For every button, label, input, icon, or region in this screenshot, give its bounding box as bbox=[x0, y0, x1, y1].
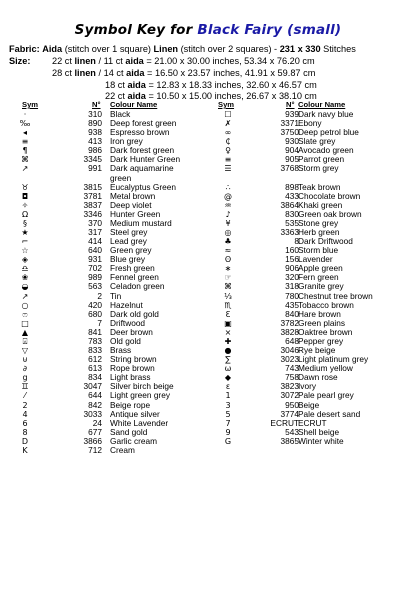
thread-number: 535 bbox=[285, 217, 299, 228]
thread-number: 3866 bbox=[83, 435, 102, 446]
thread-number: 931 bbox=[88, 254, 102, 265]
symbol-row bbox=[0, 201, 208, 210]
thread-number: 318 bbox=[285, 281, 299, 292]
fabric-linen-note: (stitch over 2 squares) - bbox=[180, 44, 278, 54]
symbol-glyph: ⌘ bbox=[224, 282, 232, 292]
colour-name: Antique silver bbox=[110, 408, 160, 419]
colour-name: Chestnut tree brown bbox=[298, 290, 373, 301]
symbol-glyph: ∂ bbox=[22, 364, 28, 374]
symbol-glyph: ↗ bbox=[21, 291, 29, 301]
size-count: 18 ct bbox=[105, 80, 125, 90]
symbol-row bbox=[0, 292, 208, 301]
colour-name: Pale desert sand bbox=[298, 408, 361, 419]
symbol-glyph: ω bbox=[224, 364, 232, 374]
symbol-glyph: g bbox=[22, 373, 28, 383]
size-count: 22 ct bbox=[52, 56, 72, 66]
size-line bbox=[52, 56, 315, 67]
symbol-row bbox=[0, 355, 208, 364]
colour-name: Dark aquamarine bbox=[110, 163, 174, 174]
symbol-row bbox=[0, 246, 208, 255]
thread-number: 833 bbox=[88, 345, 102, 356]
colour-name: Deep forest green bbox=[110, 118, 177, 129]
thread-number: 3023 bbox=[280, 354, 299, 365]
symbol-glyph: ✧ bbox=[21, 200, 29, 210]
colour-name: Hazelnut bbox=[110, 299, 143, 310]
symbol-glyph: 6 bbox=[22, 418, 28, 428]
symbol-glyph: ♪ bbox=[225, 209, 231, 219]
thread-number: 991 bbox=[88, 163, 102, 174]
right-colour-header: Colour Name bbox=[298, 100, 346, 109]
size-count2: / 11 ct bbox=[98, 56, 123, 66]
thread-number: 3072 bbox=[280, 390, 299, 401]
thread-number: 743 bbox=[285, 363, 299, 374]
symbol-row bbox=[0, 273, 208, 282]
thread-number: 3046 bbox=[280, 345, 299, 356]
colour-name: Celadon green bbox=[110, 281, 165, 292]
symbol-glyph: 3 bbox=[225, 400, 231, 410]
colour-name: Dark old gold bbox=[110, 308, 159, 319]
colour-name: Rye beige bbox=[298, 345, 336, 356]
thread-number: 842 bbox=[88, 399, 102, 410]
colour-name: Iron grey bbox=[110, 136, 143, 147]
colour-name: Chocolate brown bbox=[298, 190, 361, 201]
colour-name: Parrot green bbox=[298, 154, 345, 165]
symbol-glyph: ◘ bbox=[21, 191, 29, 201]
symbol-row bbox=[0, 155, 208, 164]
colour-name: Dark Hunter Green bbox=[110, 154, 181, 165]
size-count2: / 14 ct bbox=[98, 68, 124, 78]
thread-number: 3828 bbox=[280, 326, 299, 337]
colour-name: Metal brown bbox=[110, 190, 156, 201]
thread-number: 783 bbox=[88, 335, 102, 346]
thread-number: 712 bbox=[88, 444, 102, 455]
symbol-row bbox=[0, 264, 208, 273]
symbol-row bbox=[0, 446, 208, 455]
colour-name: green bbox=[110, 172, 132, 183]
symbol-row bbox=[0, 237, 208, 246]
symbol-glyph: ♉ bbox=[21, 182, 29, 192]
size-count: 28 ct bbox=[52, 68, 72, 78]
thread-number: 905 bbox=[285, 154, 299, 165]
colour-name: Tobacco brown bbox=[298, 299, 354, 310]
colour-name: Dark Driftwood bbox=[298, 236, 353, 247]
symbol-glyph: ‰ bbox=[19, 119, 31, 129]
thread-number: 7 bbox=[97, 317, 102, 328]
symbol-row bbox=[0, 210, 208, 219]
thread-number: 930 bbox=[285, 136, 299, 147]
symbol-row bbox=[0, 419, 208, 428]
symbol-row bbox=[0, 328, 208, 337]
colour-name: Steel grey bbox=[110, 227, 148, 238]
colour-name: White Lavender bbox=[110, 417, 169, 428]
colour-name: Medium yellow bbox=[298, 363, 353, 374]
fabric-linen: Linen bbox=[153, 44, 179, 54]
thread-number: 830 bbox=[285, 208, 299, 219]
symbol-glyph: · bbox=[23, 110, 27, 119]
thread-number: 3768 bbox=[280, 163, 299, 174]
thread-number: 24 bbox=[92, 417, 102, 428]
colour-name: Dark navy blue bbox=[298, 109, 354, 119]
thread-number: 3345 bbox=[83, 154, 102, 165]
symbol-row bbox=[0, 428, 208, 437]
symbol-row bbox=[0, 219, 208, 228]
thread-number: 3781 bbox=[83, 190, 102, 201]
symbol-glyph: ≈ bbox=[224, 246, 232, 256]
symbol-row bbox=[0, 382, 208, 391]
symbol-row bbox=[0, 337, 208, 346]
size-dims: = 16.50 x 23.57 inches, 41.91 x 59.87 cm bbox=[147, 68, 316, 78]
size-line bbox=[105, 80, 317, 91]
symbol-glyph: ▲ bbox=[21, 327, 29, 337]
right-no-header: N° bbox=[286, 100, 295, 109]
thread-number: ECRUT bbox=[270, 417, 299, 428]
symbol-glyph: ☐ bbox=[224, 110, 232, 119]
colour-name: Deep petrol blue bbox=[298, 127, 359, 138]
colour-name: Sand gold bbox=[110, 426, 148, 437]
colour-name: Ivory bbox=[298, 381, 316, 392]
symbol-glyph: 1 bbox=[225, 391, 231, 401]
colour-name: Lead grey bbox=[110, 236, 147, 247]
colour-name: Khaki green bbox=[298, 199, 343, 210]
thread-number: 370 bbox=[88, 217, 102, 228]
colour-name: Deep violet bbox=[110, 199, 152, 210]
symbol-glyph: ⌘ bbox=[21, 155, 29, 165]
colour-name: Pale pearl grey bbox=[298, 390, 354, 401]
thread-number: 3047 bbox=[83, 381, 102, 392]
thread-number: 8 bbox=[294, 236, 299, 247]
symbol-glyph: ♀ bbox=[225, 146, 231, 156]
thread-number: 3782 bbox=[280, 317, 299, 328]
colour-name: Fennel green bbox=[110, 272, 159, 283]
symbol-glyph: ☆ bbox=[21, 246, 29, 256]
size-fabric2: aida bbox=[126, 68, 145, 78]
thread-number: 758 bbox=[285, 372, 299, 383]
colour-name: Light green grey bbox=[110, 390, 170, 401]
symbol-glyph: ⌐ bbox=[21, 237, 29, 247]
symbol-row bbox=[0, 401, 208, 410]
thread-number: 3750 bbox=[280, 127, 299, 138]
colour-name: Fresh green bbox=[110, 263, 155, 274]
symbol-glyph: ¶ bbox=[22, 146, 28, 156]
thread-number: 3363 bbox=[280, 227, 299, 238]
symbol-glyph: 9 bbox=[225, 427, 231, 437]
colour-name: Teak brown bbox=[298, 181, 341, 192]
symbol-row bbox=[0, 364, 208, 373]
thread-number: 938 bbox=[88, 127, 102, 138]
colour-name: Shell beige bbox=[298, 426, 340, 437]
title-emphasis: Black Fairy (small) bbox=[197, 22, 342, 38]
symbol-row bbox=[0, 346, 208, 355]
colour-name: Silver birch beige bbox=[110, 381, 174, 392]
colour-name: Green grey bbox=[110, 245, 152, 256]
thread-number: 702 bbox=[88, 263, 102, 274]
symbol-glyph: ☰ bbox=[224, 164, 232, 174]
size-line bbox=[52, 68, 315, 79]
thread-number: 320 bbox=[285, 272, 299, 283]
colour-name: Lavender bbox=[298, 254, 333, 265]
colour-name: Espresso brown bbox=[110, 127, 170, 138]
symbol-row bbox=[0, 164, 208, 173]
left-colour-header: Colour Name bbox=[110, 100, 158, 109]
thread-number: 834 bbox=[88, 372, 102, 383]
colour-name: Winter white bbox=[298, 435, 344, 446]
symbol-glyph: 5 bbox=[225, 409, 231, 419]
colour-name: Light platinum grey bbox=[298, 354, 369, 365]
symbol-glyph: 8 bbox=[22, 427, 28, 437]
thread-number: 890 bbox=[88, 118, 102, 129]
colour-name: Rope brown bbox=[110, 363, 155, 374]
symbol-glyph: ✚ bbox=[224, 336, 232, 346]
symbol-glyph: ∞ bbox=[224, 128, 232, 138]
size-dims: = 21.00 x 30.00 inches, 53.34 x 76.20 cm bbox=[146, 56, 315, 66]
colour-name: Old gold bbox=[110, 335, 141, 346]
thread-number: 310 bbox=[88, 109, 102, 119]
symbol-glyph: D bbox=[21, 436, 29, 446]
symbol-glyph: ¥ bbox=[225, 218, 231, 228]
symbol-glyph: ⨯ bbox=[224, 327, 232, 337]
colour-name: Garlic cream bbox=[110, 435, 158, 446]
left-sym-header: Sym bbox=[22, 100, 39, 109]
symbol-glyph: ▣ bbox=[224, 318, 232, 328]
size-fabric: aida bbox=[127, 91, 146, 101]
symbol-row bbox=[0, 373, 208, 382]
symbol-glyph: ↗ bbox=[21, 164, 29, 174]
thread-number: 640 bbox=[88, 245, 102, 256]
thread-number: 3346 bbox=[83, 208, 102, 219]
colour-name: Medium mustard bbox=[110, 217, 172, 228]
symbol-glyph: ● bbox=[224, 346, 232, 356]
symbol-glyph: ❀ bbox=[21, 273, 29, 283]
colour-name: Blue grey bbox=[110, 254, 146, 265]
colour-name: ECRUT bbox=[298, 417, 327, 428]
size-fabric: linen bbox=[74, 68, 96, 78]
colour-name: Green plains bbox=[298, 317, 346, 328]
thread-number: 414 bbox=[88, 236, 102, 247]
symbol-glyph: ♣ bbox=[224, 237, 232, 247]
symbol-glyph: ⅓ bbox=[224, 291, 232, 301]
symbol-row bbox=[0, 119, 208, 128]
symbol-row bbox=[0, 137, 208, 146]
symbol-glyph: ◂ bbox=[22, 128, 27, 138]
left-no-header: N° bbox=[92, 100, 101, 109]
symbol-glyph: ∴ bbox=[225, 182, 231, 192]
symbol-glyph: ∗ bbox=[224, 264, 232, 274]
thread-number: 3371 bbox=[280, 118, 299, 129]
colour-name: Oaktree brown bbox=[298, 326, 353, 337]
thread-number: 904 bbox=[285, 145, 299, 156]
colour-name: Light brass bbox=[110, 372, 151, 383]
thread-number: 3823 bbox=[280, 381, 299, 392]
thread-number: 3774 bbox=[280, 408, 299, 419]
thread-number: 841 bbox=[88, 326, 102, 337]
colour-name: Black bbox=[110, 109, 131, 119]
thread-number: 3815 bbox=[83, 181, 102, 192]
thread-number: 563 bbox=[88, 281, 102, 292]
symbol-glyph: ʘ bbox=[224, 255, 232, 265]
fabric-label: Fabric: bbox=[9, 44, 40, 54]
thread-number: 420 bbox=[88, 299, 102, 310]
thread-number: 156 bbox=[285, 254, 299, 265]
thread-number: 939 bbox=[285, 109, 299, 119]
colour-name: Deer brown bbox=[110, 326, 153, 337]
thread-number: 840 bbox=[285, 308, 299, 319]
symbol-glyph: 2 bbox=[22, 400, 28, 410]
title-prefix: Symbol Key for bbox=[74, 22, 198, 38]
symbol-glyph: ◈ bbox=[21, 255, 29, 265]
thread-number: 543 bbox=[285, 426, 299, 437]
symbol-row bbox=[0, 301, 208, 310]
symbol-row bbox=[0, 437, 208, 446]
colour-name: Eucalyptus Green bbox=[110, 181, 176, 192]
colour-name: Dawn rose bbox=[298, 372, 338, 383]
symbol-glyph: ♎ bbox=[21, 264, 29, 274]
symbol-row bbox=[0, 410, 208, 419]
thread-number: 613 bbox=[88, 363, 102, 374]
thread-number: 435 bbox=[285, 299, 299, 310]
thread-number: 898 bbox=[285, 181, 299, 192]
symbol-glyph: § bbox=[23, 218, 27, 228]
symbol-row bbox=[0, 310, 208, 319]
symbol-glyph: ♏ bbox=[224, 300, 232, 310]
symbol-glyph: ⁄ bbox=[24, 391, 26, 401]
colour-name: Pepper grey bbox=[298, 335, 344, 346]
symbol-glyph: ◎ bbox=[224, 228, 232, 238]
symbol-glyph: ♊ bbox=[21, 382, 29, 392]
thread-number: 644 bbox=[88, 390, 102, 401]
colour-name: Storm blue bbox=[298, 245, 339, 256]
right-sym-header: Sym bbox=[218, 100, 235, 109]
symbol-glyph: Ω bbox=[21, 209, 29, 219]
thread-number: 160 bbox=[285, 245, 299, 256]
colour-name: Herb green bbox=[298, 227, 340, 238]
thread-number: 648 bbox=[285, 335, 299, 346]
symbol-glyph: ₵ bbox=[225, 137, 231, 147]
fabric-aida: Aida bbox=[42, 44, 63, 54]
symbol-glyph: ɛ bbox=[225, 382, 231, 392]
symbol-glyph: ∑ bbox=[225, 355, 231, 365]
size-fabric2: aida bbox=[125, 56, 144, 66]
symbol-glyph: □ bbox=[21, 318, 29, 328]
thread-number: 3865 bbox=[280, 435, 299, 446]
colour-name: Ebony bbox=[298, 118, 322, 129]
size-fabric: aida bbox=[127, 80, 146, 90]
symbol-glyph: ▽ bbox=[21, 346, 29, 356]
symbol-row bbox=[208, 164, 416, 173]
size-label: Size: bbox=[9, 56, 31, 66]
symbol-row bbox=[0, 110, 208, 119]
symbol-glyph: ☞ bbox=[224, 273, 232, 283]
colour-name: String brown bbox=[110, 354, 157, 365]
symbol-glyph: K bbox=[22, 445, 28, 455]
symbol-row bbox=[0, 183, 208, 192]
size-dims: = 12.83 x 18.33 inches, 32.60 x 46.57 cm bbox=[148, 80, 317, 90]
thread-number: 2 bbox=[97, 290, 102, 301]
colour-name: Driftwood bbox=[110, 317, 146, 328]
colour-name: Granite grey bbox=[298, 281, 344, 292]
thread-number: 413 bbox=[88, 136, 102, 147]
symbol-glyph: ≡ bbox=[21, 137, 29, 147]
colour-name: Slate grey bbox=[298, 136, 336, 147]
symbol-row bbox=[0, 174, 208, 183]
symbol-glyph: ◆ bbox=[224, 373, 232, 383]
symbol-glyph: ✗ bbox=[224, 119, 232, 129]
thread-number: 680 bbox=[88, 308, 102, 319]
symbol-glyph: ෆ bbox=[22, 309, 28, 319]
symbol-row bbox=[0, 319, 208, 328]
symbol-row bbox=[0, 391, 208, 400]
colour-name: Brass bbox=[110, 345, 132, 356]
thread-number: 780 bbox=[285, 290, 299, 301]
colour-name: Storm grey bbox=[298, 163, 339, 174]
colour-name: Beige bbox=[298, 399, 320, 410]
fabric-aida-note: (stitch over 1 square) bbox=[64, 44, 151, 54]
colour-name: Stone grey bbox=[298, 217, 339, 228]
colour-name: Green oak brown bbox=[298, 208, 362, 219]
colour-name: Fern green bbox=[298, 272, 339, 283]
left-symbol-list bbox=[0, 110, 208, 455]
colour-name: Beige rope bbox=[110, 399, 151, 410]
fabric-stitches-label: Stitches bbox=[323, 44, 356, 54]
symbol-glyph: 7 bbox=[225, 418, 231, 428]
symbol-row bbox=[0, 228, 208, 237]
symbol-row bbox=[0, 255, 208, 264]
symbol-glyph: ○ bbox=[21, 300, 29, 310]
thread-number: 3033 bbox=[83, 408, 102, 419]
thread-number: 3864 bbox=[280, 199, 299, 210]
symbol-row bbox=[0, 192, 208, 201]
symbol-glyph: G bbox=[224, 436, 232, 446]
thread-number: 906 bbox=[285, 263, 299, 274]
symbol-glyph: ⊍ bbox=[22, 355, 28, 365]
symbol-row bbox=[0, 128, 208, 137]
thread-number: 989 bbox=[88, 272, 102, 283]
symbol-row bbox=[0, 282, 208, 291]
symbol-glyph: ★ bbox=[21, 228, 29, 238]
colour-name: Cream bbox=[110, 444, 135, 455]
thread-number: 612 bbox=[88, 354, 102, 365]
thread-number: 3837 bbox=[83, 199, 102, 210]
size-count: 22 ct bbox=[105, 91, 125, 101]
size-fabric: linen bbox=[74, 56, 96, 66]
symbol-glyph: @ bbox=[224, 191, 232, 201]
right-symbol-list bbox=[208, 110, 416, 446]
symbol-glyph: 4 bbox=[22, 409, 28, 419]
thread-number: 950 bbox=[285, 399, 299, 410]
symbol-row bbox=[208, 437, 416, 446]
colour-name: Dark forest green bbox=[110, 145, 175, 156]
symbol-glyph: ♒ bbox=[224, 200, 232, 210]
thread-number: 986 bbox=[88, 145, 102, 156]
colour-name: Avocado green bbox=[298, 145, 354, 156]
symbol-glyph: ≡ bbox=[224, 155, 232, 165]
symbol-glyph: ⍓ bbox=[22, 336, 28, 346]
thread-number: 317 bbox=[88, 227, 102, 238]
page-title bbox=[0, 22, 416, 38]
symbol-glyph: Ɛ bbox=[225, 309, 231, 319]
colour-name: Hunter Green bbox=[110, 208, 161, 219]
colour-name: Apple green bbox=[298, 263, 343, 274]
colour-name: Hare brown bbox=[298, 308, 341, 319]
fabric-stitches: 231 x 330 bbox=[279, 44, 321, 54]
colour-name: Tin bbox=[110, 290, 122, 301]
thread-number: 433 bbox=[285, 190, 299, 201]
symbol-glyph: ◒ bbox=[21, 282, 29, 292]
size-dims: = 10.50 x 15.00 inches, 26.67 x 38.10 cm bbox=[148, 91, 317, 101]
thread-number: 677 bbox=[88, 426, 102, 437]
fabric-line bbox=[9, 44, 356, 55]
